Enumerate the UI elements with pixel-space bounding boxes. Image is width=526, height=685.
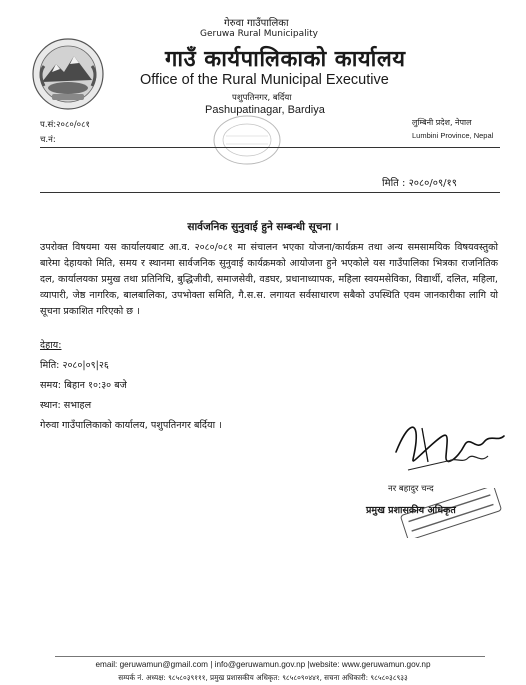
letter-number: प.सं:२०८०/०८१ — [40, 120, 90, 130]
handwritten-signature-icon — [388, 412, 508, 482]
details-heading: देहाय: — [40, 340, 62, 351]
event-details — [40, 336, 222, 436]
reference-block — [40, 118, 90, 148]
event-venue: गेरुवा गाउँपालिकाको कार्यालय, पशुपतिनगर बर्दिया । — [40, 420, 222, 431]
event-time: समय: बिहान १०:३० बजे — [40, 380, 127, 391]
municipality-name-english: Geruwa Rural Municipality — [200, 29, 318, 39]
signatory-title: प्रमुख प्रशासकीय अधिकृत — [366, 505, 456, 516]
municipality-name-nepali: गेरुवा गाउँपालिका — [224, 18, 289, 29]
footer-phones: सम्पर्क नं. अध्यक्ष: ९८५८०३९१११, प्रमुख प्रशासकीय अधिकृत: ९८५८०९०४४१, सचना अधिकारी: ९८५८०३८९३३ — [118, 673, 408, 682]
date-divider — [40, 192, 500, 193]
office-address-nepali: पशुपतिनगर, बर्दिया — [232, 93, 292, 103]
event-venue-label: स्थान: सभाहल — [40, 400, 92, 411]
province-block — [412, 116, 493, 142]
notice-body: उपरोक्त विषयमा यस कार्यालयबाट आ.व. २०८०/०८१ मा संचालन भएका योजना/कार्यक्रम तथा अन्य समसामयिक विषयवस्तुको बारेमा देहायको मिति, समय र स्थानमा सार्वजनिक सुनुवाई कार्यक्रमको आयोजना हुने भएकोले यस गाउँपालिका भित्रका राजनितिक दल, कार्यालयका प्रमुख तथा प्रतिनिधि, बुद्धिजीवी, समाजसेवी, वडघर, प्रधानाध्यापक, महिला स्वयमसेविका, विद्यार्थी, दलित, महिला, व्यापारी, जेष्ठ नागरिक, बालबालिका, उपभोक्ता समिति, गै.स.स. लगायत सर्वसाधारण सबैको उपस्थिति एवम जानकारीका लागि यो सूचना प्रकाशित गरिएको छ । — [40, 242, 498, 317]
office-title-nepali: गाउँ कार्यपालिकाको कार्यालय — [165, 47, 406, 72]
province-english: Lumbini Province, Nepal — [412, 131, 494, 140]
dispatch-number: च.नं: — [40, 135, 56, 145]
footer-divider — [55, 656, 485, 657]
office-stamp-icon — [212, 114, 282, 166]
header-divider — [40, 147, 500, 148]
letter-date: मिति : २०८०/०९/१९ — [382, 178, 457, 189]
footer-contacts: email: geruwamun@gmail.com | info@geruwamun.gov.np |website: www.geruwamun.gov.np — [95, 660, 431, 669]
notice-subject: सार्वजनिक सुनुवाई हुने सम्बन्धी सूचना । — [187, 221, 339, 233]
signatory-name: नर बहादुर चन्द — [388, 484, 434, 494]
province-nepali: लुम्बिनी प्रदेश, नेपाल — [412, 118, 472, 127]
office-title-english: Office of the Rural Municipal Executive — [140, 72, 389, 88]
nepal-emblem-icon — [30, 36, 106, 112]
office-address-english: Pashupatinagar, Bardiya — [205, 104, 325, 116]
event-date: मिति: २०८०|०९|२६ — [40, 360, 109, 371]
